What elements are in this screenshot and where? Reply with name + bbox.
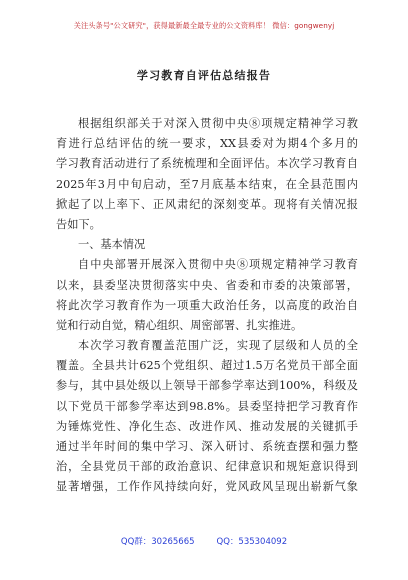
paragraph-line: 参与，其中县处级以上领导干部参学率达到100%，科级及 [56, 379, 358, 393]
paragraph-line: 以来，县委坚决贯彻落实中央、省委和市委的决策部署， [56, 278, 358, 292]
paragraph-line: 根据组织部关于对深入贯彻中央⑧项规定精神学习教 [78, 117, 358, 130]
footer-contact [0, 535, 408, 547]
qq-group-link[interactable]: QQ群：30265665 [120, 537, 195, 547]
document-title: 学习教育自评估总结报告 [136, 69, 272, 82]
paragraph-line: 为锤炼党性、净化生态、改进作风、推动发展的关键抓手 [56, 419, 358, 433]
paragraph-line: 掀起了以上率下、正风肃纪的深刻变革。现将有关情况报 [56, 197, 358, 211]
paragraph-line: 本次学习教育覆盖范围广泛，实现了层级和人员的全 [78, 339, 358, 353]
paragraph-line: 将此次学习教育作为一项重大政治任务，以高度的政治自 [56, 298, 358, 312]
paragraph-line: 通过半年时间的集中学习、深入研讨、系统查摆和强力整 [56, 440, 358, 453]
paragraph-line: 显著增强，工作作风持续向好，党风政风呈现出崭新气象 [56, 480, 358, 494]
paragraph-line: 治，全县党员干部的政治意识、纪律意识和规矩意识得到 [56, 460, 358, 474]
paragraph-line: 自中央部署开展深入贯彻中央⑧项规定精神学习教育 [78, 258, 358, 272]
paragraph-line: 告如下。 [56, 217, 101, 231]
header-banner: 关注头条号"公文研究"，获得最新最全最专业的公文资料库！ 微信：gongwenyj [73, 21, 335, 30]
paragraph-line: 覆盖。全县共计625个党组织、超过1.5万名党员干部全面 [56, 359, 358, 373]
qq-contact-link[interactable]: QQ：535304092 [216, 537, 288, 547]
paragraph-line: 以下党员干部参学率达到98.8%。县委坚持把学习教育作 [56, 399, 358, 413]
paragraph-line: 育进行总结评估的统一要求，XX县委对为期4个多月的 [56, 137, 358, 151]
paragraph-line: 2025年3月中旬启动，至7月底基本结束，在全县范围内 [56, 177, 358, 191]
paragraph-line: 觉和行动自觉，精心组织、周密部署、扎实推进。 [56, 318, 303, 332]
paragraph-line: 学习教育活动进行了系统梳理和全面评估。本次学习教育自 [56, 157, 358, 171]
section-heading: 一、基本情况 [78, 238, 146, 252]
document-body [56, 114, 358, 498]
